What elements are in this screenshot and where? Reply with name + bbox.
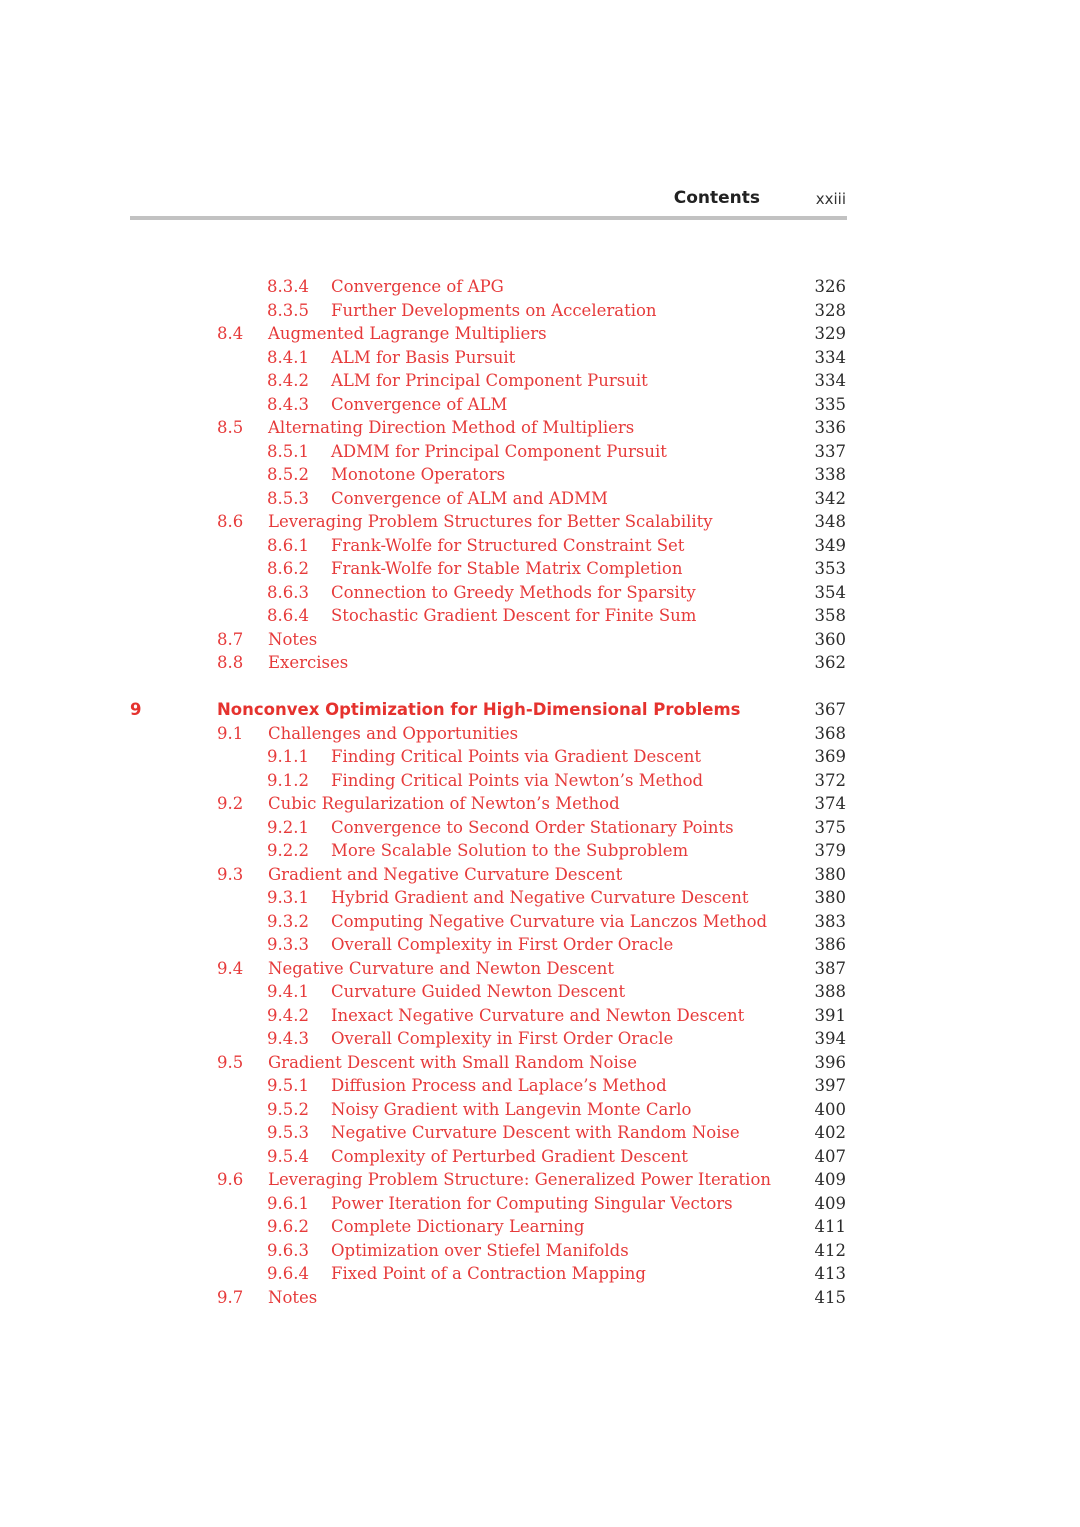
toc-entry-number: 9.4.3 [267, 1029, 309, 1048]
toc-entry-number: 9.2 [217, 794, 244, 813]
toc-entry-number: 9.3.1 [267, 888, 309, 907]
toc-entry-title[interactable]: Diffusion Process and Laplace’s Method [331, 1076, 667, 1095]
toc-entry-page: 412 [814, 1240, 846, 1260]
toc-entry-number: 9.5.2 [267, 1099, 309, 1119]
toc-entry-page: 386 [814, 935, 846, 954]
toc-entry-number: 9.5 [217, 1052, 244, 1072]
toc-entry-section[interactable] [0, 792, 1080, 816]
toc-entry-subsection[interactable] [0, 1098, 1080, 1122]
toc-entry-number: 8.4.1 [267, 347, 309, 367]
toc-entry-number: 9.4 [217, 958, 244, 978]
toc-entry-subsection[interactable] [0, 1215, 1080, 1239]
toc-entry-title[interactable]: Leveraging Problem Structures for Better Scalability [268, 512, 713, 531]
toc-entry-subsection[interactable] [0, 487, 1080, 511]
toc-entry-page: 354 [814, 582, 846, 602]
toc-entry-subsection[interactable] [0, 346, 1080, 370]
toc-entry-number: 9.1 [217, 723, 244, 743]
toc-entry-title[interactable]: Complexity of Perturbed Gradient Descent [331, 1146, 688, 1166]
toc-entry-number: 8.6.1 [267, 535, 309, 555]
header-title: Contents [673, 188, 760, 208]
toc-entry-page: 383 [814, 911, 846, 931]
toc-entry-page: 396 [814, 1052, 846, 1072]
toc-entry-page: 409 [814, 1170, 846, 1189]
toc-entry-title[interactable]: Overall Complexity in First Order Oracle [331, 1029, 674, 1048]
table-of-contents [0, 275, 1080, 1309]
toc-entry-title[interactable]: ALM for Basis Pursuit [331, 347, 516, 367]
toc-entry-section[interactable] [0, 1286, 1080, 1310]
toc-entry-title[interactable]: Gradient Descent with Small Random Noise [268, 1052, 638, 1072]
toc-entry-page: 415 [814, 1287, 846, 1307]
toc-entry-title[interactable]: Cubic Regularization of Newton’s Method [268, 794, 620, 813]
toc-entry-title[interactable]: Overall Complexity in First Order Oracle [331, 935, 674, 954]
toc-entry-number: 9.3.3 [267, 935, 309, 954]
toc-entry-page: 358 [814, 606, 846, 625]
toc-entry-number: 8.3.5 [267, 300, 309, 320]
toc-entry-subsection[interactable] [0, 1004, 1080, 1028]
toc-entry-section[interactable] [0, 416, 1080, 440]
toc-entry-page: 338 [814, 465, 846, 484]
toc-entry-section[interactable] [0, 510, 1080, 534]
toc-entry-subsection[interactable] [0, 816, 1080, 840]
toc-entry-page: 397 [814, 1076, 846, 1095]
toc-entry-page: 387 [814, 958, 846, 978]
toc-entry-number: 8.5.2 [267, 465, 309, 484]
toc-entry-page: 334 [814, 371, 846, 390]
toc-entry-title[interactable]: Challenges and Opportunities [268, 723, 519, 743]
toc-entry-subsection[interactable] [0, 463, 1080, 487]
toc-entry-title[interactable]: Negative Curvature and Newton Descent [268, 958, 615, 978]
toc-entry-title[interactable]: Inexact Negative Curvature and Newton Descent [331, 1005, 745, 1025]
toc-entry-page: 337 [814, 441, 846, 461]
toc-entry-page: 413 [814, 1264, 846, 1283]
toc-entry-page: 380 [814, 888, 846, 907]
running-header [130, 188, 847, 214]
toc-entry-title[interactable]: Convergence of ALM and ADMM [331, 488, 608, 508]
toc-entry-title[interactable]: Leveraging Problem Structure: Generalized Power Iteration [268, 1170, 772, 1189]
toc-entry-number: 9.3 [217, 864, 244, 884]
toc-entry-page: 362 [814, 653, 846, 672]
toc-entry-section[interactable] [0, 322, 1080, 346]
toc-entry-title[interactable]: Optimization over Stiefel Manifolds [331, 1240, 629, 1260]
toc-entry-number: 9.7 [217, 1287, 244, 1307]
toc-entry-subsection[interactable] [0, 1239, 1080, 1263]
toc-entry-title[interactable]: Hybrid Gradient and Negative Curvature Descent [331, 888, 749, 907]
toc-entry-subsection[interactable] [0, 1027, 1080, 1051]
toc-entry-number: 9.1.1 [267, 747, 309, 766]
toc-entry-subsection[interactable] [0, 299, 1080, 323]
toc-entry-subsection[interactable] [0, 980, 1080, 1004]
toc-entry-number: 9.5.3 [267, 1123, 309, 1142]
toc-entry-subsection[interactable] [0, 1074, 1080, 1098]
toc-entry-page: 329 [814, 324, 846, 343]
toc-entry-number: 9.2.1 [267, 817, 309, 837]
toc-entry-page: 375 [814, 817, 846, 837]
toc-entry-title[interactable]: Finding Critical Points via Gradient Descent [331, 747, 701, 766]
toc-entry-page: 374 [814, 794, 846, 813]
toc-entry-title[interactable]: Augmented Lagrange Multipliers [268, 324, 547, 343]
toc-entry-title[interactable]: ADMM for Principal Component Pursuit [331, 441, 667, 461]
toc-entry-title[interactable]: Notes [268, 1287, 318, 1307]
toc-entry-subsection[interactable] [0, 745, 1080, 769]
toc-entry-page: 336 [814, 418, 846, 437]
header-page-number: xxiii [815, 190, 846, 208]
toc-entry-number: 8.5.1 [267, 441, 309, 461]
toc-entry-title[interactable]: Computing Negative Curvature via Lanczos Method [331, 911, 768, 931]
toc-entry-number: 8.6 [217, 512, 244, 531]
toc-entry-page: 407 [814, 1146, 846, 1166]
toc-entry-title[interactable]: Gradient and Negative Curvature Descent [268, 864, 623, 884]
toc-entry-title[interactable]: Finding Critical Points via Newton’s Method [331, 770, 704, 790]
toc-entry-number: 9.3.2 [267, 911, 309, 931]
toc-entry-page: 368 [814, 723, 846, 743]
toc-entry-number: 8.4.3 [267, 394, 309, 414]
toc-entry-title[interactable]: Fixed Point of a Contraction Mapping [331, 1264, 646, 1283]
toc-entry-number: 8.4.2 [267, 371, 309, 390]
header-rule [130, 216, 847, 220]
toc-entry-title[interactable]: Curvature Guided Newton Descent [331, 982, 626, 1001]
toc-entry-number: 9.4.1 [267, 982, 309, 1001]
toc-entry-number: 9 [130, 700, 142, 719]
toc-entry-number: 9.6.1 [267, 1193, 309, 1213]
toc-entry-page: 411 [814, 1217, 846, 1236]
toc-entry-subsection[interactable] [0, 1262, 1080, 1286]
toc-entry-number: 9.6.2 [267, 1217, 309, 1236]
toc-entry-section[interactable] [0, 1168, 1080, 1192]
toc-entry-page: 335 [814, 394, 846, 414]
toc-entry-number: 9.6.3 [267, 1240, 309, 1260]
toc-entry-page: 372 [814, 770, 846, 790]
toc-entry-title[interactable]: Connection to Greedy Methods for Sparsity [331, 582, 696, 602]
toc-entry-number: 9.2.2 [267, 841, 309, 860]
toc-entry-page: 367 [814, 700, 846, 719]
toc-entry-section[interactable] [0, 722, 1080, 746]
toc-entry-number: 8.4 [217, 324, 244, 343]
toc-entry-section[interactable] [0, 957, 1080, 981]
toc-entry-number: 8.6.4 [267, 606, 309, 625]
toc-entry-number: 8.7 [217, 629, 244, 649]
toc-entry-subsection[interactable] [0, 886, 1080, 910]
toc-entry-title[interactable]: Alternating Direction Method of Multipliers [268, 418, 635, 437]
toc-entry-title[interactable]: Nonconvex Optimization for High-Dimensional Problems [217, 700, 741, 719]
toc-entry-title[interactable]: Further Developments on Acceleration [331, 300, 657, 320]
toc-entry-number: 9.6 [217, 1170, 244, 1189]
toc-entry-title[interactable]: Exercises [268, 653, 349, 672]
toc-entry-title[interactable]: Complete Dictionary Learning [331, 1217, 585, 1236]
toc-entry-title[interactable]: Negative Curvature Descent with Random Noise [331, 1123, 740, 1142]
toc-entry-section[interactable] [0, 651, 1080, 675]
toc-entry-subsection[interactable] [0, 933, 1080, 957]
toc-entry-page: 326 [814, 277, 846, 296]
toc-entry-page: 388 [814, 982, 846, 1001]
toc-entry-page: 369 [814, 747, 846, 766]
toc-entry-subsection[interactable] [0, 604, 1080, 628]
toc-entry-page: 379 [814, 841, 846, 860]
toc-entry-page: 409 [814, 1193, 846, 1213]
toc-entry-number: 8.5.3 [267, 488, 309, 508]
toc-entry-page: 328 [814, 300, 846, 320]
toc-entry-title[interactable]: Convergence to Second Order Stationary Points [331, 817, 734, 837]
toc-entry-page: 334 [814, 347, 846, 367]
toc-entry-section[interactable] [0, 628, 1080, 652]
toc-entry-number: 9.5.4 [267, 1146, 309, 1166]
toc-entry-number: 9.5.1 [267, 1076, 309, 1095]
toc-entry-title[interactable]: Frank-Wolfe for Structured Constraint Set [331, 535, 685, 555]
toc-entry-number: 9.4.2 [267, 1005, 309, 1025]
toc-entry-page: 402 [814, 1123, 846, 1142]
toc-entry-page: 391 [814, 1005, 846, 1025]
toc-entry-title[interactable]: Power Iteration for Computing Singular Vectors [331, 1193, 733, 1213]
toc-entry-title[interactable]: Convergence of APG [331, 277, 504, 296]
toc-entry-subsection[interactable] [0, 769, 1080, 793]
toc-entry-subsection[interactable] [0, 910, 1080, 934]
toc-entry-subsection[interactable] [0, 1145, 1080, 1169]
toc-entry-subsection[interactable] [0, 581, 1080, 605]
toc-entry-number: 9.1.2 [267, 770, 309, 790]
toc-entry-number: 8.3.4 [267, 277, 309, 296]
toc-entry-page: 360 [814, 629, 846, 649]
toc-entry-number: 8.8 [217, 653, 244, 672]
toc-entry-title[interactable]: Noisy Gradient with Langevin Monte Carlo [331, 1099, 692, 1119]
toc-entry-number: 8.6.3 [267, 582, 309, 602]
toc-entry-subsection[interactable] [0, 534, 1080, 558]
toc-entry-subsection[interactable] [0, 440, 1080, 464]
toc-entry-number: 8.6.2 [267, 559, 309, 578]
toc-entry-section[interactable] [0, 863, 1080, 887]
toc-entry-section[interactable] [0, 1051, 1080, 1075]
toc-entry-page: 394 [814, 1029, 846, 1048]
toc-entry-chapter[interactable] [0, 698, 1080, 722]
toc-entry-title[interactable]: Monotone Operators [331, 465, 506, 484]
toc-entry-number: 8.5 [217, 418, 244, 437]
toc-entry-page: 349 [814, 535, 846, 555]
toc-entry-page: 353 [814, 559, 846, 578]
toc-entry-subsection[interactable] [0, 369, 1080, 393]
toc-entry-title[interactable]: Notes [268, 629, 318, 649]
toc-entry-page: 380 [814, 864, 846, 884]
toc-entry-title[interactable]: More Scalable Solution to the Subproblem [331, 841, 689, 860]
toc-entry-title[interactable]: Frank-Wolfe for Stable Matrix Completion [331, 559, 683, 578]
toc-entry-subsection[interactable] [0, 393, 1080, 417]
toc-entry-subsection[interactable] [0, 1192, 1080, 1216]
toc-entry-subsection[interactable] [0, 275, 1080, 299]
toc-entry-number: 9.6.4 [267, 1264, 309, 1283]
toc-entry-title[interactable]: Convergence of ALM [331, 394, 508, 414]
toc-entry-subsection[interactable] [0, 839, 1080, 863]
toc-entry-page: 342 [814, 488, 846, 508]
toc-entry-subsection[interactable] [0, 1121, 1080, 1145]
toc-entry-title[interactable]: ALM for Principal Component Pursuit [331, 371, 648, 390]
toc-entry-title[interactable]: Stochastic Gradient Descent for Finite Sum [331, 606, 697, 625]
toc-entry-page: 400 [814, 1099, 846, 1119]
toc-entry-page: 348 [814, 512, 846, 531]
toc-entry-subsection[interactable] [0, 557, 1080, 581]
